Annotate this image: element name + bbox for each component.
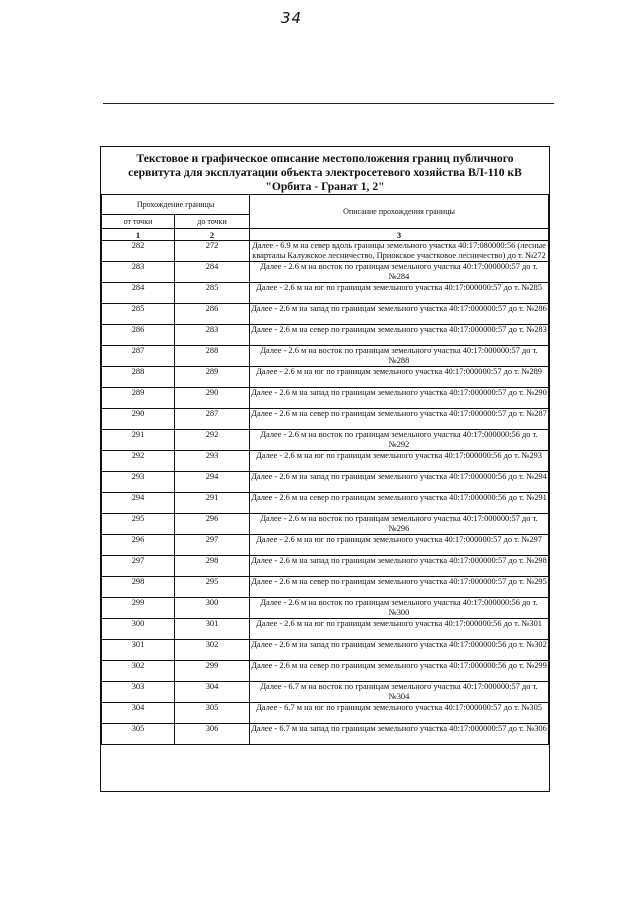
to-point-cell: 301 <box>175 619 250 640</box>
column-number-1: 1 <box>102 229 175 241</box>
description-cell: Далее - 6.9 м на север вдоль границы земельного участка 40:17:080000:56 (лесные кварталы Калужское лесничество, Приокское участковое лесничество) до т. №272 <box>250 241 549 262</box>
to-point-cell: 292 <box>175 430 250 451</box>
from-point-cell: 292 <box>102 451 175 472</box>
from-point-cell: 296 <box>102 535 175 556</box>
servitude-description-frame <box>100 146 550 792</box>
description-cell: Далее - 2.6 м на запад по границам земельного участка 40:17:000000:57 до т. №290 <box>250 388 549 409</box>
to-point-cell: 302 <box>175 640 250 661</box>
from-point-cell: 291 <box>102 430 175 451</box>
table-row <box>102 283 549 304</box>
table-row <box>102 577 549 598</box>
description-cell: Далее - 2.6 м на восток по границам земельного участка 40:17:000000:56 до т. №292 <box>250 430 549 451</box>
description-cell: Далее - 2.6 м на север по границам земельного участка 40:17:000000:57 до т. №283 <box>250 325 549 346</box>
table-row <box>102 703 549 724</box>
description-cell: Далее - 2.6 м на восток по границам земельного участка 40:17:000000:57 до т. №288 <box>250 346 549 367</box>
column-number-2: 2 <box>175 229 250 241</box>
table-row <box>102 556 549 577</box>
from-point-cell: 285 <box>102 304 175 325</box>
to-point-cell: 295 <box>175 577 250 598</box>
from-point-cell: 297 <box>102 556 175 577</box>
from-point-cell: 303 <box>102 682 175 703</box>
to-point-cell: 290 <box>175 388 250 409</box>
table-row <box>102 409 549 430</box>
to-point-header: до точки <box>175 215 250 229</box>
from-point-cell: 293 <box>102 472 175 493</box>
header-rule <box>103 103 554 104</box>
to-point-cell: 294 <box>175 472 250 493</box>
description-cell: Далее - 2.6 м на запад по границам земельного участка 40:17:000000:57 до т. №298 <box>250 556 549 577</box>
table-row <box>102 367 549 388</box>
passage-header: Прохождение границы <box>102 195 250 215</box>
table-row <box>102 346 549 367</box>
title-line-3: "Орбита - Гранат 1, 2" <box>265 180 385 193</box>
to-point-cell: 293 <box>175 451 250 472</box>
from-point-cell: 299 <box>102 598 175 619</box>
description-cell: Далее - 6.7 м на восток по границам земельного участка 40:17:000000:57 до т. №304 <box>250 682 549 703</box>
table-row <box>102 304 549 325</box>
description-cell: Далее - 2.6 м на восток по границам земельного участка 40:17:000000:56 до т. №300 <box>250 598 549 619</box>
document-title <box>101 147 549 194</box>
table-body <box>102 241 549 745</box>
to-point-cell: 272 <box>175 241 250 262</box>
to-point-cell: 291 <box>175 493 250 514</box>
to-point-cell: 285 <box>175 283 250 304</box>
to-point-cell: 284 <box>175 262 250 283</box>
table-row <box>102 430 549 451</box>
boundary-table <box>101 194 549 745</box>
table-row <box>102 388 549 409</box>
table-row <box>102 472 549 493</box>
description-cell: Далее - 2.6 м на восток по границам земельного участка 40:17:000000:57 до т. №284 <box>250 262 549 283</box>
description-cell: Далее - 2.6 м на юг по границам земельного участка 40:17:000000:56 до т. №301 <box>250 619 549 640</box>
to-point-cell: 299 <box>175 661 250 682</box>
from-point-cell: 288 <box>102 367 175 388</box>
to-point-cell: 300 <box>175 598 250 619</box>
to-point-cell: 287 <box>175 409 250 430</box>
description-cell: Далее - 2.6 м на юг по границам земельного участка 40:17:000000:57 до т. №285 <box>250 283 549 304</box>
to-point-cell: 306 <box>175 724 250 745</box>
to-point-cell: 298 <box>175 556 250 577</box>
description-cell: Далее - 2.6 м на север по границам земельного участка 40:17:000000:56 до т. №299 <box>250 661 549 682</box>
table-row <box>102 682 549 703</box>
description-cell: Далее - 2.6 м на запад по границам земельного участка 40:17:000000:56 до т. №294 <box>250 472 549 493</box>
from-point-cell: 295 <box>102 514 175 535</box>
from-point-cell: 294 <box>102 493 175 514</box>
column-number-3: 3 <box>250 229 549 241</box>
title-line-2: сервитута для эксплуатации объекта электросетевого хозяйства ВЛ-110 кВ <box>128 166 522 179</box>
from-point-cell: 289 <box>102 388 175 409</box>
description-cell: Далее - 2.6 м на запад по границам земельного участка 40:17:000000:56 до т. №302 <box>250 640 549 661</box>
from-point-cell: 286 <box>102 325 175 346</box>
from-point-cell: 298 <box>102 577 175 598</box>
table-row <box>102 598 549 619</box>
table-row <box>102 241 549 262</box>
table-row <box>102 724 549 745</box>
table-row <box>102 451 549 472</box>
description-cell: Далее - 2.6 м на юг по границам земельного участка 40:17:000000:57 до т. №289 <box>250 367 549 388</box>
to-point-cell: 304 <box>175 682 250 703</box>
description-cell: Далее - 6.7 м на юг по границам земельного участка 40:17:000000:57 до т. №305 <box>250 703 549 724</box>
description-cell: Далее - 2.6 м на юг по границам земельного участка 40:17:000000:56 до т. №293 <box>250 451 549 472</box>
description-cell: Далее - 2.6 м на юг по границам земельного участка 40:17:000000:57 до т. №297 <box>250 535 549 556</box>
page-number: 34 <box>281 9 303 27</box>
description-cell: Далее - 2.6 м на запад по границам земельного участка 40:17:000000:57 до т. №286 <box>250 304 549 325</box>
description-cell: Далее - 6.7 м на запад по границам земельного участка 40:17:000000:57 до т. №306 <box>250 724 549 745</box>
table-row <box>102 514 549 535</box>
from-point-cell: 305 <box>102 724 175 745</box>
from-point-cell: 302 <box>102 661 175 682</box>
description-cell: Далее - 2.6 м на восток по границам земельного участка 40:17:000000:57 до т. №296 <box>250 514 549 535</box>
to-point-cell: 297 <box>175 535 250 556</box>
from-point-cell: 300 <box>102 619 175 640</box>
table-row <box>102 262 549 283</box>
from-point-cell: 290 <box>102 409 175 430</box>
description-header: Описание прохождения границы <box>250 195 549 229</box>
from-point-cell: 282 <box>102 241 175 262</box>
from-point-cell: 304 <box>102 703 175 724</box>
table-row <box>102 619 549 640</box>
to-point-cell: 289 <box>175 367 250 388</box>
to-point-cell: 305 <box>175 703 250 724</box>
from-point-cell: 284 <box>102 283 175 304</box>
table-row <box>102 493 549 514</box>
description-cell: Далее - 2.6 м на север по границам земельного участка 40:17:000000:57 до т. №295 <box>250 577 549 598</box>
table-row <box>102 325 549 346</box>
table-row <box>102 535 549 556</box>
from-point-cell: 287 <box>102 346 175 367</box>
from-point-header: от точки <box>102 215 175 229</box>
table-row <box>102 661 549 682</box>
from-point-cell: 283 <box>102 262 175 283</box>
to-point-cell: 288 <box>175 346 250 367</box>
description-cell: Далее - 2.6 м на север по границам земельного участка 40:17:000000:56 до т. №291 <box>250 493 549 514</box>
table-row <box>102 640 549 661</box>
from-point-cell: 301 <box>102 640 175 661</box>
title-line-1: Текстовое и графическое описание местоположения границ публичного <box>136 152 514 165</box>
description-cell: Далее - 2.6 м на север по границам земельного участка 40:17:000000:57 до т. №287 <box>250 409 549 430</box>
to-point-cell: 286 <box>175 304 250 325</box>
to-point-cell: 296 <box>175 514 250 535</box>
to-point-cell: 283 <box>175 325 250 346</box>
